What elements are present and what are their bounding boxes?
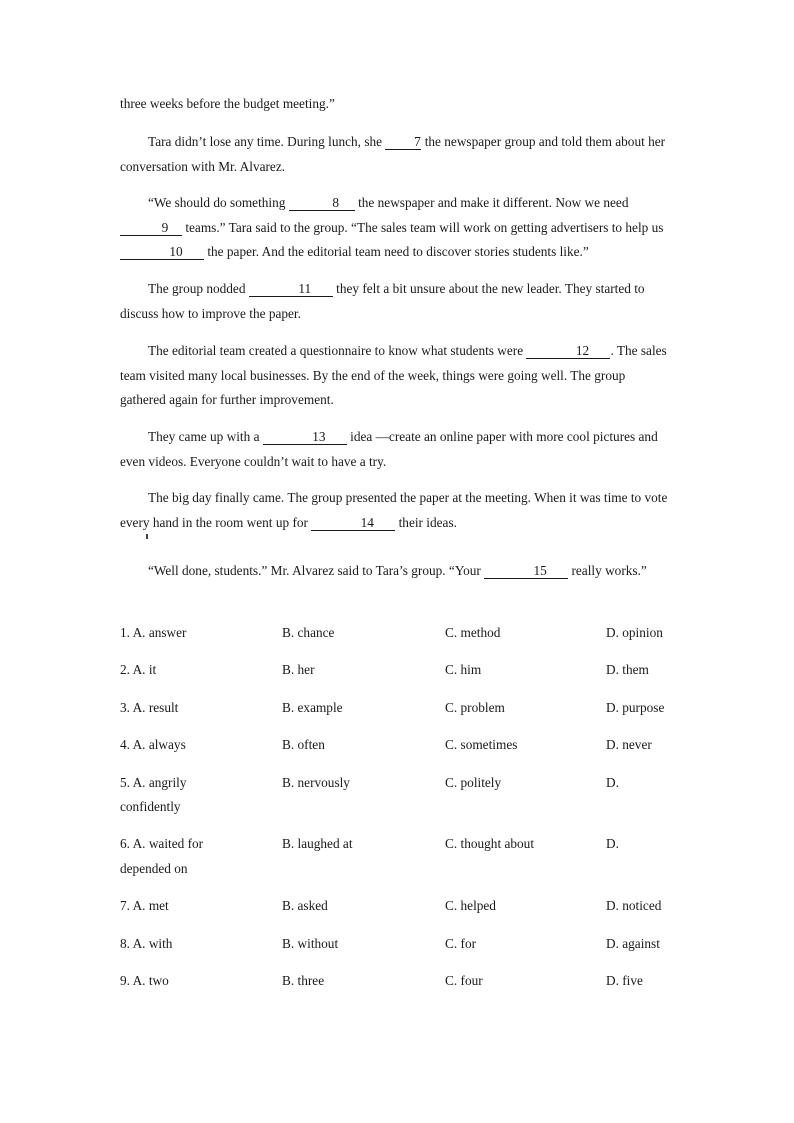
option-c: C. politely [445,775,502,790]
blank-15: 15 [484,564,568,579]
option-a: 7. A. met [120,898,169,913]
passage-paragraph-6 [120,486,672,535]
option-a: 6. A. waited for [120,836,204,851]
blank-8: 8 [289,196,355,211]
option-a: 9. A. two [120,973,169,988]
passage-paragraph-5 [120,425,672,474]
passage-paragraph-0 [120,92,672,117]
option-c: C. four [445,973,483,988]
option-b: B. three [282,973,325,988]
option-d-wrapped: confidently [120,799,181,814]
option-b: B. example [282,700,343,715]
paragraph-text: they felt a bit unsure about the new leader. They started to discuss how to improve the paper. [120,281,645,321]
option-d: D. five [606,973,643,988]
blank-10: 10 [120,245,204,260]
passage-paragraph-3 [120,277,672,326]
paragraph-text: the newspaper group and told them about her conversation with Mr. Alvarez. [120,134,666,174]
stray-comma-mark [146,534,148,539]
paragraph-text: their ideas. [395,514,457,530]
blank-14: 14 [311,516,395,531]
option-d: D. [606,775,619,790]
option-c: C. method [445,625,501,640]
passage-paragraph-4 [120,339,672,413]
blank-12: 12 [526,344,610,359]
option-d: D. opinion [606,625,663,640]
paragraph-text: The group nodded [148,281,249,296]
blank-7: 7 [385,135,421,150]
paragraph-text: idea —create an online paper with more cool pictures and even videos. Everyone couldn’t wait to have a try. [120,429,658,469]
paragraph-text: “We should do something [148,195,289,210]
option-c: C. thought about [445,836,535,851]
blank-13: 13 [263,430,347,445]
option-d: D. them [606,662,649,677]
option-c: C. helped [445,898,496,913]
option-d: D. noticed [606,898,662,913]
option-c: C. sometimes [445,737,518,752]
option-a: 1. A. answer [120,625,187,640]
paragraph-text: the newspaper and make it different. Now we need [354,195,629,210]
option-d: D. never [606,737,652,752]
passage-paragraph-7 [120,559,672,584]
passage-paragraph-1 [120,130,672,179]
option-d: D. [606,836,619,851]
paragraph-text: The big day finally came. The group presented the paper at the meeting. When it was time to vote every hand in the room went up for [120,490,668,530]
option-a: 2. A. it [120,662,157,677]
paragraph-text: The editorial team created a questionnaire to know what students were [148,343,527,358]
option-a: 5. A. angrily [120,775,187,790]
paragraph-text: the paper. And the editorial team need to discover stories students like.” [204,244,589,259]
blank-9: 9 [120,221,182,236]
option-b: B. chance [282,625,335,640]
option-b: B. asked [282,898,328,913]
paragraph-text: teams.” Tara said to the group. “The sales team will work on getting advertisers to help us [182,219,664,235]
option-a: 3. A. result [120,700,179,715]
paragraph-text: . The sales team visited many local businesses. By the end of the week, things were going well. The group gathered again for further improvement. [120,343,667,407]
option-a: 4. A. always [120,737,186,752]
paragraph-text: Tara didn’t lose any time. During lunch, she [148,134,386,149]
option-b: B. without [282,936,339,951]
option-a: 8. A. with [120,936,173,951]
passage-paragraph-2 [120,191,672,265]
paragraph-text: They came up with a [148,429,263,444]
option-c: C. for [445,936,477,951]
paragraph-text: really works.” [568,563,647,578]
option-d: D. against [606,936,660,951]
paragraph-text: three weeks before the budget meeting.” [120,96,335,111]
paragraph-text: “Well done, students.” Mr. Alvarez said to Tara’s group. “Your [148,563,485,578]
option-b: B. her [282,662,315,677]
option-c: C. him [445,662,482,677]
option-b: B. laughed at [282,836,353,851]
option-d: D. purpose [606,700,665,715]
blank-11: 11 [249,282,333,297]
option-b: B. nervously [282,775,350,790]
option-d-wrapped: depended on [120,861,188,876]
option-b: B. often [282,737,325,752]
option-c: C. problem [445,700,505,715]
